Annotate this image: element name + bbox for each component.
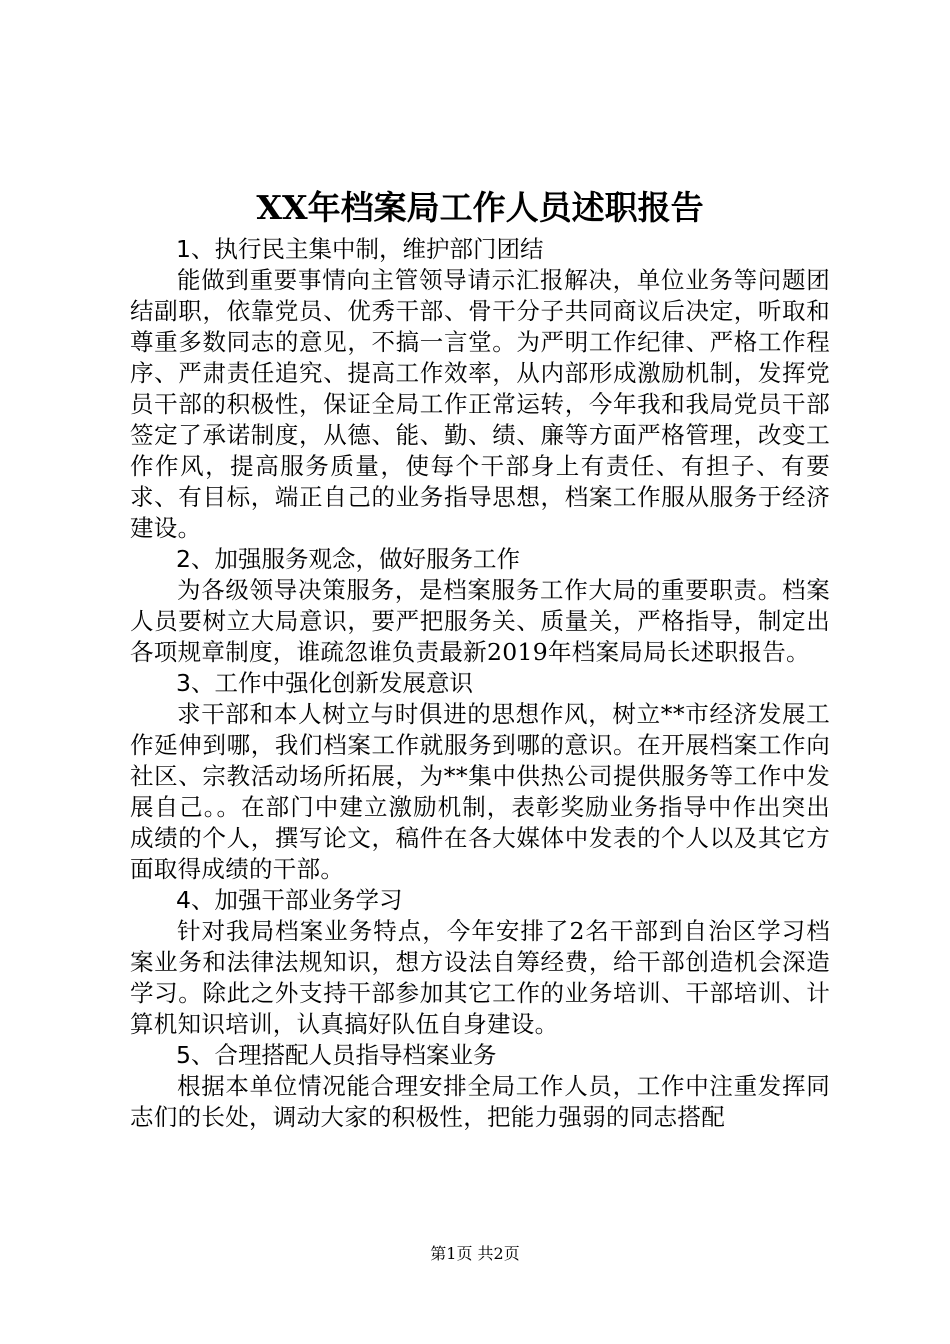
- page-footer: 第1页 共2页: [430, 1244, 520, 1263]
- section-4: [130, 885, 830, 1040]
- section-heading: 4、加强干部业务学习: [176, 886, 403, 914]
- section-paragraph: 求干部和本人树立与时俱进的思想作风，树立**市经济发展工作延伸到哪，我们档案工作就服务到哪的意识。在开展档案工作向社区、宗教活动场所拓展，为**集中供热公司提供服务等工作中发展自己。。在部门中建立激励机制，表彰奖励业务指导中作出突出成绩的个人，撰写论文，稿件在各大媒体中发表的个人以及其它方面取得成绩的干部。: [130, 700, 830, 883]
- section-heading: 3、工作中强化创新发展意识: [176, 669, 473, 697]
- section-paragraph: 为各级领导决策服务，是档案服务工作大局的重要职责。档案人员要树立大局意识，要严把服务关、质量关，严格指导，制定出各项规章制度，谁疏忽谁负责最新2019年档案局局长述职报告。: [130, 576, 830, 666]
- section-paragraph: 针对我局档案业务特点，今年安排了2名干部到自治区学习档案业务和法律法规知识，想方设法自筹经费，给干部创造机会深造学习。除此之外支持干部参加其它工作的业务培训、干部培训、计算机知识培训，认真搞好队伍自身建设。: [130, 917, 830, 1038]
- section-2: [130, 544, 830, 668]
- document-title: XX年档案局工作人员述职报告: [256, 188, 704, 227]
- section-heading: 5、合理搭配人员指导档案业务: [176, 1041, 497, 1069]
- document-page: [130, 184, 830, 1133]
- section-heading: 1、执行民主集中制，维护部门团结: [176, 235, 544, 263]
- section-paragraph: 根据本单位情况能合理安排全局工作人员，工作中注重发挥同志们的长处，调动大家的积极性，把能力强弱的同志搭配: [130, 1072, 830, 1131]
- section-3: [130, 668, 830, 885]
- section-paragraph: 能做到重要事情向主管领导请示汇报解决，单位业务等问题团结副职，依靠党员、优秀干部、骨干分子共同商议后决定，听取和尊重多数同志的意见，不搞一言堂。为严明工作纪律、严格工作程序、严肃责任追究、提高工作效率，从内部形成激励机制，发挥党员干部的积极性，保证全局工作正常运转，今年我和我局党员干部签定了承诺制度，从德、能、勤、绩、廉等方面严格管理，改变工作作风，提高服务质量，使每个干部身上有责任、有担子、有要求、有目标，端正自己的业务指导思想，档案工作服从服务于经济建设。: [130, 266, 830, 542]
- section-1: [130, 234, 830, 544]
- section-5: [130, 1040, 830, 1133]
- section-heading: 2、加强服务观念，做好服务工作: [176, 545, 520, 573]
